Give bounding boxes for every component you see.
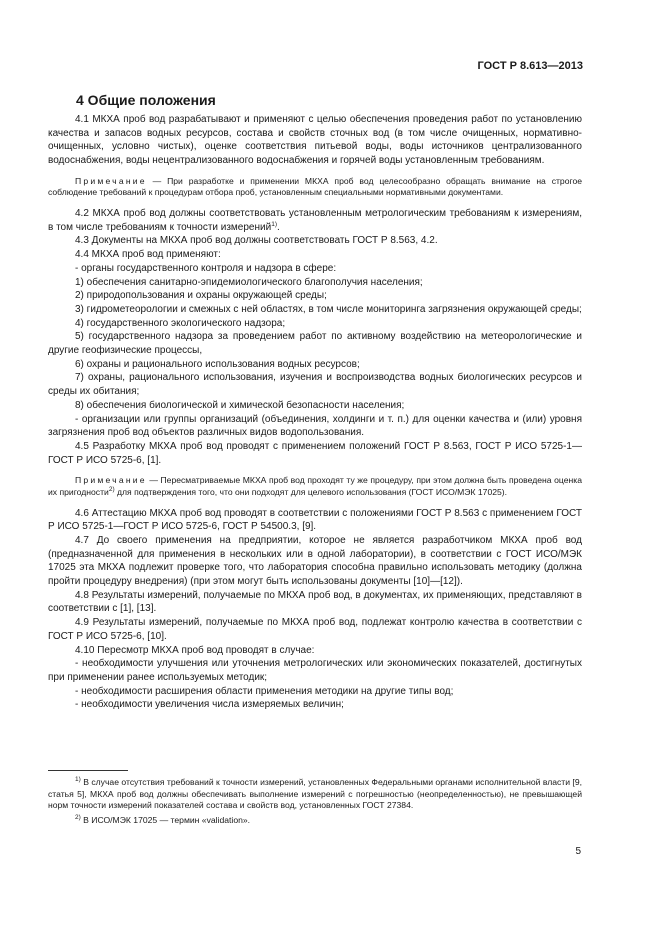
list-item-2: 2) природопользования и охраны окружающей среды; <box>75 290 327 302</box>
list-reason-1: - необходимости улучшения или уточнения метрологических или экономических показателей, достигнутых при применении ранее используемых методик; <box>48 658 582 683</box>
footnote-1 <box>48 777 582 812</box>
note-2 <box>48 475 582 498</box>
paragraph-4-1: 4.1 МКХА проб вод разрабатывают и применяют с целью обеспечения проведения работ по установлению качества и запасов водных ресурсов, состава и свойств сточных вод (в том числе очищенных, нормативно-очищенных, условно чистых), оценке соответствия питьевой воды, воды источников централизованного водоснабжения, воды нецентрализованного водоснабжения и горячей воды установленным требованиям. <box>48 114 582 167</box>
footnote-mark-2: 2) <box>75 813 81 821</box>
list-reason-3: - необходимости увеличения числа измеряемых величин; <box>75 699 344 711</box>
list-dash-2: - организации или группы организаций (объединения, холдинги и т. п.) для оценки качества и (или) уровня загрязнения проб вод объектов различных видов водопользования. <box>48 413 582 439</box>
list-item-7: 7) охраны, рационального использования, изучения и воспроизводства водных биологических ресурсов и среды их обитания; <box>48 372 582 398</box>
list-dash-1: - органы государственного контроля и надзора в сфере: <box>75 262 337 274</box>
document-body <box>48 113 582 712</box>
list-item-8: 8) обеспечения биологической и химической безопасности населения; <box>75 399 405 411</box>
note-text: — Пересматриваемые МКХА проб вод проходят ту же процедуру, при этом должна быть проведена оценка их пригодности <box>48 475 582 497</box>
list-item-1: 1) обеспечения санитарно-эпидемиологического благополучия населения; <box>75 276 423 288</box>
footnote-2 <box>48 815 582 827</box>
document-code-header: ГОСТ Р 8.613—2013 <box>477 60 583 72</box>
list-item-5: 5) государственного надзора за проведением работ по активному воздействию на метеорологические и другие геофизические процессы, <box>48 331 582 357</box>
list-item-6: 6) охраны и рационального использования водных ресурсов; <box>75 358 360 370</box>
list-reason-2: - необходимости расширения области применения методики на другие типы вод; <box>75 685 454 697</box>
footnote-ref-2[interactable]: 2) <box>108 485 115 493</box>
note-label: Примечание <box>75 475 147 486</box>
footnotes <box>48 777 582 829</box>
footnote-mark-1: 1) <box>75 776 81 783</box>
paragraph-4-6: 4.6 Аттестацию МКХА проб вод проводят в соответствии с положениями ГОСТ Р 8.563 с применением ГОСТ Р ИСО 5725-1—ГОСТ Р ИСО 5725-6, ГОСТ Р 54500.3, [9]. <box>48 507 582 533</box>
paragraph-4-10: 4.10 Пересмотр МКХА проб вод проводят в случае: <box>75 644 315 656</box>
section-title: 4 Общие положения <box>76 92 216 108</box>
footnote-ref-1[interactable]: 1) <box>271 220 277 228</box>
paragraph-4-5: 4.5 Разработку МКХА проб вод проводят с применением положений ГОСТ Р 8.563, ГОСТ Р ИСО 5725-1—ГОСТ Р ИСО 5725-6, [1]. <box>48 440 582 466</box>
note-1 <box>48 176 582 199</box>
note-text: — При разработке и применении МКХА проб вод целесообразно обращать внимание на строгое соблюдение требований к процедурам отбора проб, установленным специальными нормативными документами. <box>48 175 582 198</box>
paragraph-4-8: 4.8 Результаты измерений, получаемые по МКХА проб вод, в документах, их применяющих, представляют в соответствии с [1], [13]. <box>48 589 582 615</box>
paragraph-text: 4.2 МКХА проб вод должны соответствовать установленным метрологическим требованиям к измерениям, в том числе требованиям к точности измерений <box>48 208 582 233</box>
footnote-text: В ИСО/МЭК 17025 — термин «validation». <box>80 814 251 825</box>
footnote-divider <box>48 770 128 771</box>
paragraph-end: . <box>276 221 280 233</box>
paragraph-4-7: 4.7 До своего применения на предприятии, которое не является разработчиком МКХА проб вод (предназначенной для применения в нескольких или в одной лаборатории), в соответствии с ГОСТ ИСО/МЭК 17025 эта МКХА подлежит проверке того, что лаборатория способна правильно использовать методику (должна пройти процедуру внедрения) (при этом могут быть использованы документы [10]—[12]). <box>48 534 582 588</box>
paragraph-4-4: 4.4 МКХА проб вод применяют: <box>75 249 221 261</box>
note-label: Примечание <box>75 175 147 186</box>
list-item-3: 3) гидрометеорологии и смежных с ней областях, в том числе мониторинга загрязнения окружающей среды; <box>75 303 582 315</box>
paragraph-4-2 <box>48 207 582 234</box>
list-item-4: 4) государственного экологического надзора; <box>75 317 286 329</box>
page-number: 5 <box>575 846 581 857</box>
footnote-text: В случае отсутствия требований к точности измерений, установленных Федеральными органами исполнительной власти [9, статья 5], МКХА проб вод должны обеспечивать выполнение измерений с погрешностью (неопределенностью), не превышающей норм точности измерений показателей состава и свойств вод, установленных ГОСТ 27384. <box>48 777 582 811</box>
paragraph-4-9: 4.9 Результаты измерений, получаемые по МКХА проб вод, подлежат контролю качества в соответствии с ГОСТ Р ИСО 5725-6, [10]. <box>48 617 582 642</box>
note-text-end: для подтверждения того, что они подходят для целевого использования (ГОСТ ИСО/МЭК 17025). <box>114 486 508 497</box>
paragraph-4-3: 4.3 Документы на МКХА проб вод должны соответствовать ГОСТ Р 8.563, 4.2. <box>75 235 438 247</box>
